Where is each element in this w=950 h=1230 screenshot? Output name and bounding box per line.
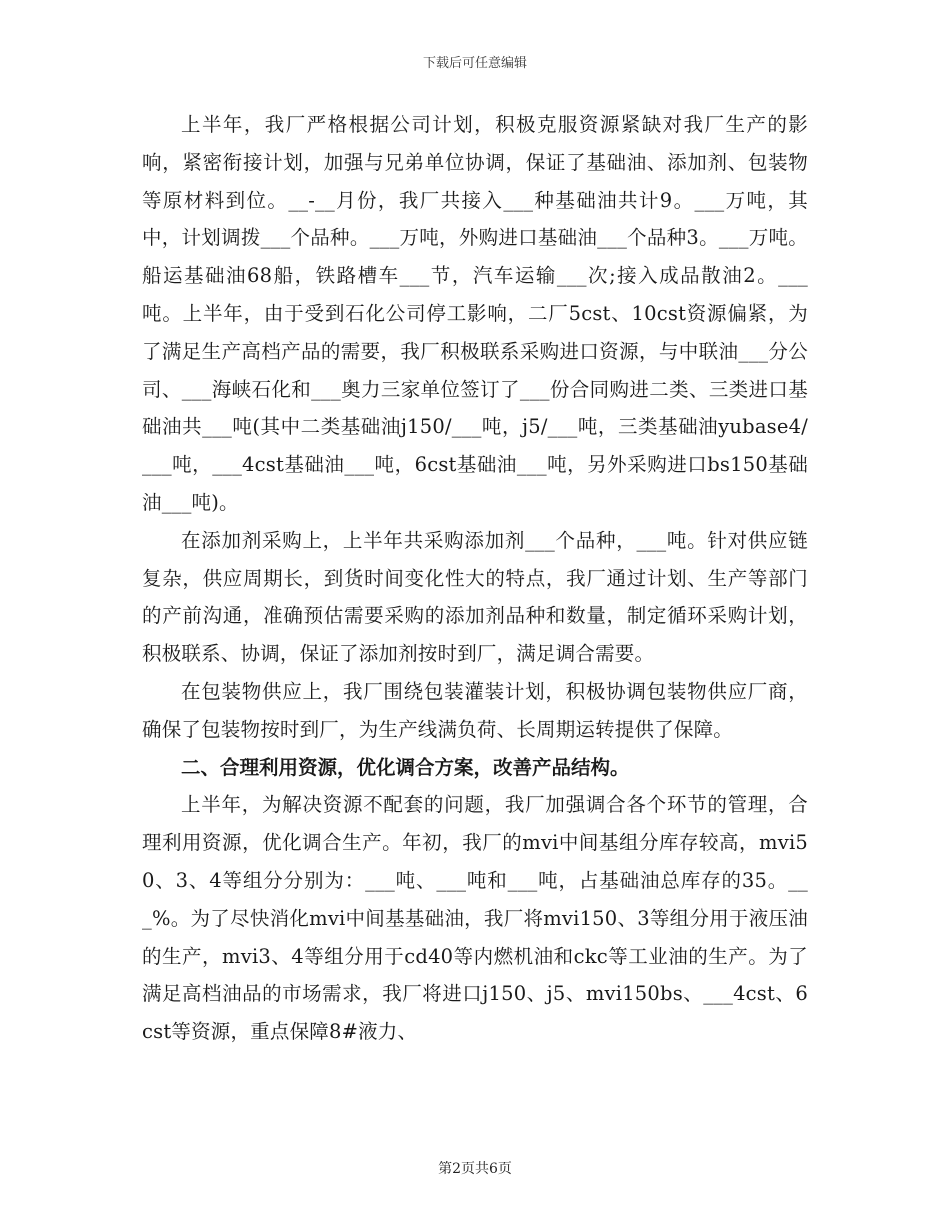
paragraph-additives: 在添加剂采购上，上半年共采购添加剂___个品种，___吨。针对供应链复杂，供应周期长，到货时间变化性大的特点，我厂通过计划、生产等部门的产前沟通，准确预估需要采购的添加剂品种和数量，制定循环采购计划，积极联系、协调，保证了添加剂按时到厂，满足调合需要。: [142, 528, 808, 666]
page-header: 下载后可任意编辑: [422, 56, 527, 71]
document-body: [142, 106, 808, 1051]
paragraph-blending: 上半年，为解决资源不配套的问题，我厂加强调合各个环节的管理，合理利用资源，优化调合生产。年初，我厂的mvi中间基组分库存较高，mvi50、3、4等组分分别为：___吨、___吨和___吨，占基础油总库存的35。___%。为了尽快消化mvi中间基基础油，我厂将mvi150、3等组分用于液压油的生产，mvi3、4等组分用于cd40等内燃机油和ckc等工业油的生产。为了满足高档油品的市场需求，我厂将进口j150、j5、mvi150bs、___4cst、6cst等资源，重点保障8#液力、: [142, 793, 808, 1044]
section-heading: 二、合理利用资源，优化调合方案，改善产品结构。: [181, 755, 630, 779]
paragraph-raw-materials: 上半年，我厂严格根据公司计划，积极克服资源紧缺对我厂生产的影响，紧密衔接计划，加强与兄弟单位协调，保证了基础油、添加剂、包装物等原材料到位。__-__月份，我厂共接入___种基础油共计9。___万吨，其中，计划调拨___个品种。___万吨，外购进口基础油___个品种3。___万吨。船运基础油68船，铁路槽车___节，汽车运输___次;接入成品散油2。___吨。上半年，由于受到石化公司停工影响，二厂5cst、10cst资源偏紧，为了满足生产高档产品的需要，我厂积极联系采购进口资源，与中联油___分公司、___海峡石化和___奥力三家单位签订了___份合同购进二类、三类进口基础油共___吨(其中二类基础油j150/___吨，j5/___吨，三类基础油yubase4/___吨，___4cst基础油___吨，6cst基础油___吨，另外采购进口bs150基础油___吨)。: [142, 113, 808, 514]
paragraph-packaging: 在包装物供应上，我厂围绕包装灌装计划，积极协调包装物供应厂商，确保了包装物按时到厂，为生产线满负荷、长周期运转提供了保障。: [142, 679, 808, 741]
page-footer: 第2页共6页: [438, 1161, 512, 1177]
